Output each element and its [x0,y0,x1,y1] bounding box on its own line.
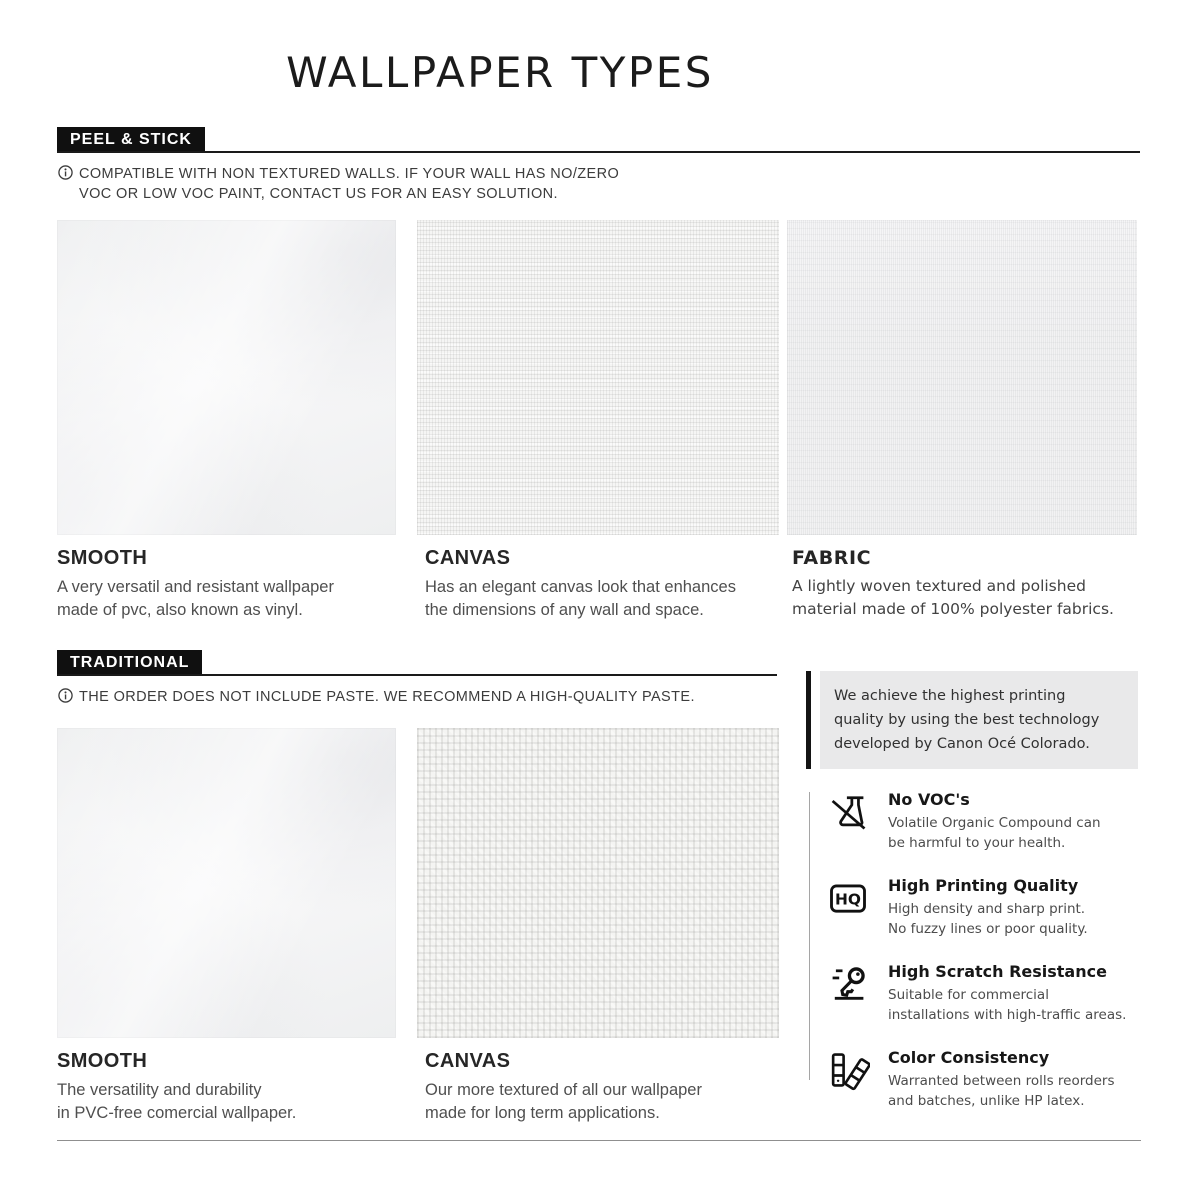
smooth-texture-sample [57,728,396,1038]
note-traditional [58,687,695,707]
desc-line: The versatility and durability [57,1081,262,1099]
desc-line: and batches, unlike HP latex. [888,1093,1085,1109]
card-peel-canvas [417,220,779,622]
desc-line: be harmful to your health. [888,835,1066,851]
card-title: CANVAS [425,1050,511,1072]
feature-text [888,1048,1115,1111]
feature-text [888,962,1126,1025]
card-peel-fabric [787,220,1137,621]
desc-line: Our more textured of all our wallpaper [425,1081,702,1099]
desc-line: Suitable for commercial [888,987,1049,1003]
quote-line: developed by Canon Océ Colorado. [834,736,1090,752]
feature-color-consistency [826,1048,1115,1111]
desc-line: material made of 100% polyester fabrics. [792,600,1114,618]
card-traditional-smooth [57,728,396,1125]
desc-line: High density and sharp print. [888,901,1086,917]
feature-text [888,790,1101,853]
feature-title: High Scratch Resistance [888,962,1107,981]
card-title: FABRIC [792,547,872,569]
card-description [57,1079,396,1125]
card-peel-smooth [57,220,396,622]
feature-description [888,985,1126,1025]
quote-line: We achieve the highest printing [834,688,1066,704]
section-rule-peel [57,151,1140,153]
desc-line: the dimensions of any wall and space. [425,601,704,619]
features-divider-line [809,792,810,1080]
card-title: SMOOTH [57,547,148,569]
info-icon [58,688,73,703]
scratch-key-icon [826,962,870,1006]
smooth-texture-sample [57,220,396,535]
desc-line: No fuzzy lines or poor quality. [888,921,1088,937]
note-text [79,687,695,707]
card-description [425,1079,779,1125]
desc-line: installations with high-traffic areas. [888,1007,1127,1023]
hq-icon-label: HQ [835,890,861,909]
note-line: THE ORDER DOES NOT INCLUDE PASTE. WE RECOMMEND A HIGH-QUALITY PASTE. [79,689,695,705]
color-swatches-icon [826,1048,870,1092]
card-title: CANVAS [425,547,511,569]
desc-line: Has an elegant canvas look that enhances [425,578,736,596]
feature-title: Color Consistency [888,1048,1050,1067]
card-description [57,576,396,622]
canvas-texture-sample [417,728,779,1038]
card-traditional-canvas [417,728,779,1125]
desc-line: Warranted between rolls reorders [888,1073,1115,1089]
hq-badge-icon [826,876,870,920]
section-badge-traditional: TRADITIONAL [57,650,202,675]
desc-line: Volatile Organic Compound can [888,815,1101,831]
card-description [425,576,779,622]
card-description [792,575,1137,621]
fabric-texture-sample [787,220,1137,535]
desc-line: made of pvc, also known as vinyl. [57,601,303,619]
feature-description [888,899,1088,939]
note-line: VOC OR LOW VOC PAINT, CONTACT US FOR AN EASY SOLUTION. [79,186,558,202]
card-title: SMOOTH [57,1050,148,1072]
desc-line: in PVC-free comercial wallpaper. [57,1104,297,1122]
desc-line: made for long term applications. [425,1104,660,1122]
desc-line: A very versatil and resistant wallpaper [57,578,334,596]
desc-line: A lightly woven textured and polished [792,577,1086,595]
feature-description [888,1071,1115,1111]
bottom-rule [57,1140,1141,1141]
feature-title: No VOC's [888,790,970,809]
section-rule-traditional [57,674,777,676]
feature-text [888,876,1088,939]
feature-no-vocs [826,790,1101,853]
canvas-texture-sample [417,220,779,535]
no-voc-icon [826,790,870,834]
note-text [79,164,619,204]
feature-description [888,813,1101,853]
feature-title: High Printing Quality [888,876,1079,895]
feature-high-printing-quality [826,876,1088,939]
quote-line: quality by using the best technology [834,712,1100,728]
info-icon [58,165,73,180]
note-line: COMPATIBLE WITH NON TEXTURED WALLS. IF YOUR WALL HAS NO/ZERO [79,166,620,182]
section-badge-peel-stick: PEEL & STICK [57,127,205,152]
quote-accent-bar [806,671,811,769]
printing-quality-quote [820,671,1138,769]
page-title: WALLPAPER TYPES [286,48,714,97]
note-peel [58,164,619,204]
feature-high-scratch-resistance [826,962,1126,1025]
